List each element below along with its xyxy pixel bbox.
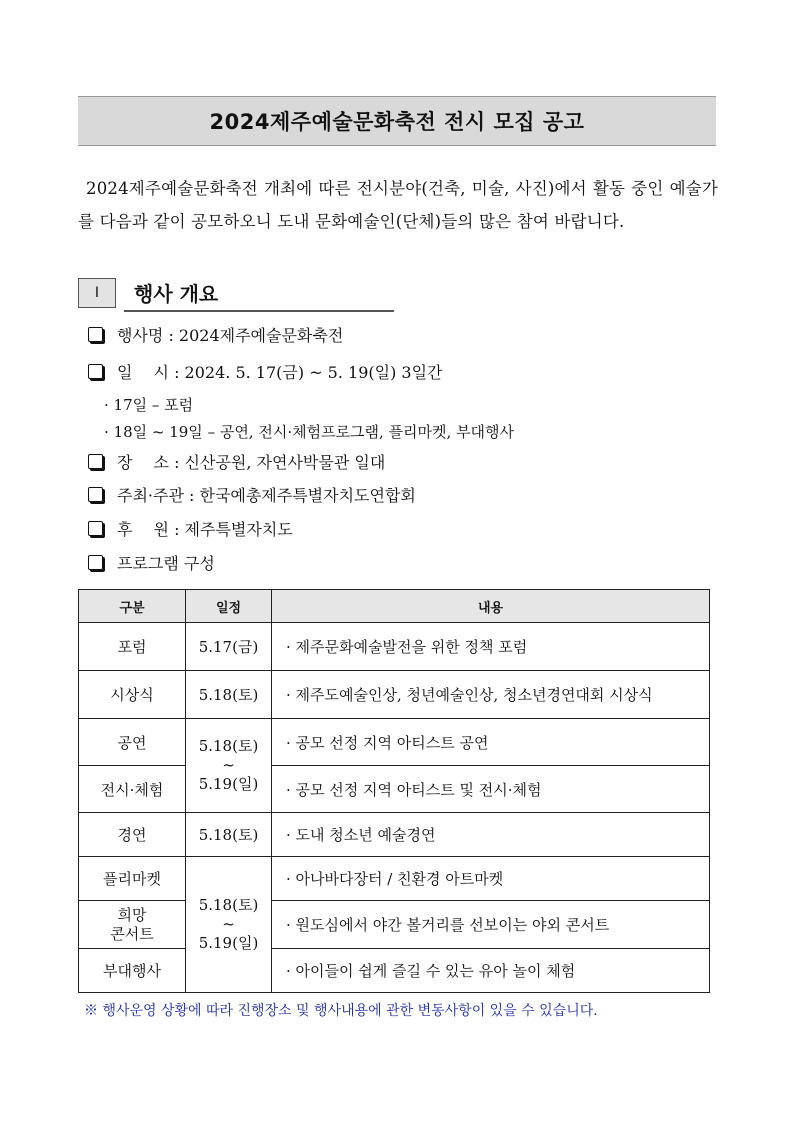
checkbox-icon [88,521,103,536]
header-date: 일정 [186,590,272,623]
section-title: 행사 개요 [134,282,219,306]
item-sponsor-text: 후 원 : 제주특별자치도 [117,520,293,539]
notice-text: ※ 행사운영 상황에 따라 진행장소 및 행사내용에 관한 변동사항이 있을 수 있습니다. [84,1003,598,1019]
table-row [79,901,710,949]
header-content: 내용 [272,590,710,623]
row-desc: · 아나바다장터 / 친환경 아트마켓 [272,857,710,901]
table-row [79,949,710,993]
item-event-name [88,323,343,346]
program-table [78,589,710,993]
section-header [78,276,394,312]
checkbox-icon [88,487,103,502]
date-sub-forum: · 17일 – 포럼 [104,396,194,414]
item-place [88,450,385,473]
item-event-date [88,360,443,383]
row-category: 시상식 [79,671,186,719]
row-desc: · 공모 선정 지역 아티스트 및 전시·체험 [272,766,710,813]
table-row [79,623,710,671]
row-category: 경연 [79,813,186,857]
item-event-name-text: 행사명 : 2024제주예술문화축전 [117,326,344,345]
row-category: 부대행사 [79,949,186,993]
item-host [88,483,416,506]
checkbox-icon [88,454,103,469]
row-category: 공연 [79,719,186,766]
item-program [88,551,215,574]
header-category: 구분 [79,590,186,623]
section-number: Ⅰ [78,278,116,308]
checkbox-icon [88,555,103,570]
row-category: 희망 콘서트 [79,901,186,949]
checkbox-icon [88,327,103,342]
item-program-text: 프로그램 구성 [117,554,215,573]
table-row [79,671,710,719]
item-sponsor [88,517,293,540]
table-row [79,719,710,766]
table-row [79,813,710,857]
row-desc: · 제주도예술인상, 청년예술인상, 청소년경연대회 시상식 [272,671,710,719]
item-place-text: 장 소 : 신산공원, 자연사박물관 일대 [117,453,386,472]
row-date: 5.18(토) [186,813,272,857]
table-header-row [79,590,710,623]
date-sub-program: · 18일 ~ 19일 – 공연, 전시·체험프로그램, 플리마켓, 부대행사 [104,423,515,441]
row-date: 5.18(토) ~ 5.19(일) [186,719,272,813]
row-category: 전시·체험 [79,766,186,813]
row-desc: · 아이들이 쉽게 즐길 수 있는 유아 놀이 체험 [272,949,710,993]
table-row [79,766,710,813]
row-date: 5.18(토) ~ 5.19(일) [186,857,272,993]
page-title: 2024제주예술문화축전 전시 모집 공고 [209,110,585,134]
title-bar [78,96,716,146]
checkbox-icon [88,364,103,379]
item-host-text: 주최·주관 : 한국예총제주특별자치도연합회 [117,486,416,505]
row-category: 포럼 [79,623,186,671]
row-date: 5.17(금) [186,623,272,671]
row-desc: · 도내 청소년 예술경연 [272,813,710,857]
intro-paragraph: 2024제주예술문화축전 개최에 따른 전시분야(건축, 미술, 사진)에서 활동 중인 예술가를 다음과 같이 공모하오니 도내 문화예술인(단체)들의 많은 참여 바랍니다. [78,179,718,231]
row-desc: · 원도심에서 야간 볼거리를 선보이는 야외 콘서트 [272,901,710,949]
item-event-date-text: 일 시 : 2024. 5. 17(금) ~ 5. 19(일) 3일간 [117,363,443,382]
row-desc: · 공모 선정 지역 아티스트 공연 [272,719,710,766]
table-row [79,857,710,901]
section-underline [124,310,394,312]
row-date: 5.18(토) [186,671,272,719]
row-desc: · 제주문화예술발전을 위한 정책 포럼 [272,623,710,671]
row-category: 플리마켓 [79,857,186,901]
